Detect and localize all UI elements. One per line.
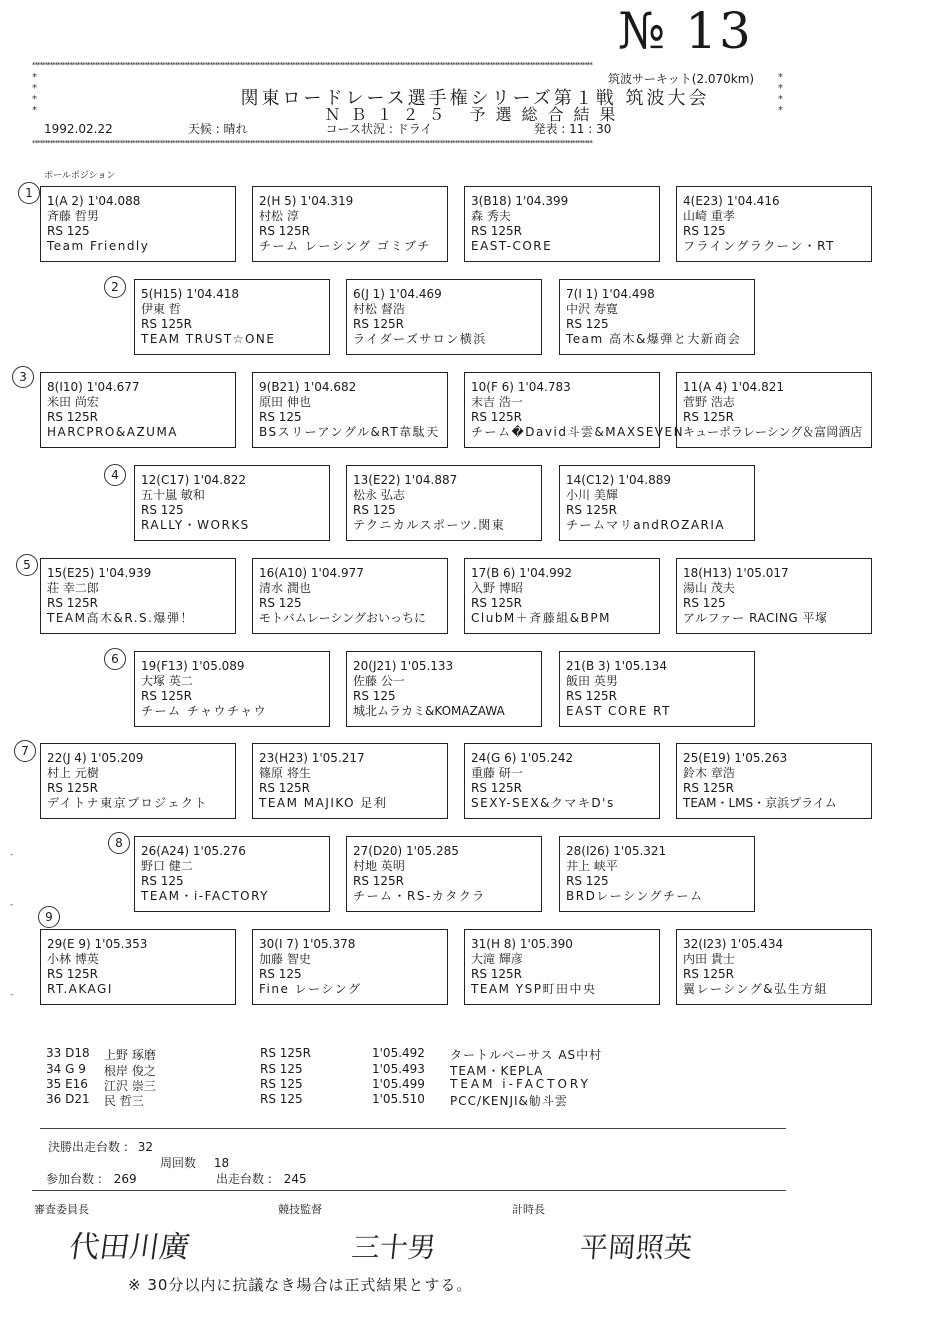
grid-entry-machine: RS 125R (683, 781, 735, 795)
list-machine: RS 125 (260, 1092, 303, 1106)
director-label: 競技監督 (278, 1203, 322, 1216)
grid-entry-team: TEAM・i-FACTORY (141, 889, 269, 903)
list-time: 1'05.510 (372, 1092, 425, 1106)
judge-signature: 代田川廣 (67, 1230, 192, 1265)
star-border-top: ******************************************************************************************************************************************************************************************************************************** (32, 61, 592, 69)
grid-entry-team: 翼レーシング&弘生方組 (683, 982, 829, 996)
grid-entry-head: 1(A 2) 1'04.088 (47, 194, 141, 208)
grid-entry (676, 186, 872, 262)
list-time: 1'05.492 (372, 1046, 425, 1060)
margin-mark: ‐ (10, 900, 14, 910)
venue-note: 筑波サーキット(2.070km) (608, 72, 755, 86)
grid-entry-team: RT.AKAGI (47, 982, 113, 996)
grid-entry-machine: RS 125R (471, 781, 523, 795)
grid-entry-head: 19(F13) 1'05.089 (141, 659, 245, 673)
grid-entry-machine: RS 125R (683, 410, 735, 424)
entries-value: 269 (113, 1172, 137, 1186)
grid-entry-team: チーム・RS-カタクラ (353, 889, 486, 903)
grid-entry-machine: RS 125R (471, 596, 523, 610)
list-time: 1'05.493 (372, 1062, 425, 1076)
grid-entry (676, 929, 872, 1005)
grid-entry-head: 21(B 3) 1'05.134 (566, 659, 668, 673)
grid-entry-head: 28(I26) 1'05.321 (566, 844, 667, 858)
grid-entry-head: 6(J 1) 1'04.469 (353, 287, 442, 301)
director-signature: 三十男 (350, 1231, 438, 1264)
grid-entry (134, 279, 330, 355)
star-border-bottom: ******************************************************************************************************************************************************************************************************************************** (32, 139, 592, 147)
grid-entry-team: チーム レーシング ゴミブチ (259, 239, 431, 253)
grid-entry (134, 651, 330, 727)
list-team: タートルベーサス AS中村 (450, 1048, 603, 1062)
grid-entry (346, 465, 542, 541)
list-team: TEAM・KEPLA (450, 1064, 544, 1078)
list-pos: 36 D21 (46, 1092, 90, 1106)
grid-entry-team: チームマリandROZARIA (566, 518, 726, 532)
grid-entry-team: RALLY・WORKS (141, 518, 250, 532)
grid-entry-rider: 湯山 茂夫 (683, 581, 735, 595)
grid-entry-rider: 村上 元樹 (47, 766, 99, 780)
page-subtitle: ＮＢ１２５ 予選総合結果 (324, 105, 626, 124)
star-border-right: * * * * (778, 72, 783, 116)
starters-count (216, 1170, 307, 1187)
grid-entry (252, 372, 448, 448)
grid-entry-head: 24(G 6) 1'05.242 (471, 751, 574, 765)
grid-entry-head: 11(A 4) 1'04.821 (683, 380, 785, 394)
grid-entry-machine: RS 125 (566, 874, 609, 888)
grid-entry-rider: 篠原 将生 (259, 766, 311, 780)
grid-entry-team: Team Friendly (47, 239, 150, 253)
grid-entry-machine: RS 125 (683, 596, 726, 610)
timekeeper-label: 計時長 (512, 1203, 545, 1216)
grid-entry-team: チーム チャウチャウ (141, 704, 268, 718)
grid-entry-machine: RS 125R (47, 596, 99, 610)
page-title: 関東ロードレース選手権シリーズ第１戦 筑波大会 (240, 88, 710, 109)
grid-entry-rider: 大塚 英二 (141, 674, 193, 688)
grid-row-number: 9 (38, 906, 60, 928)
grid-entry (252, 929, 448, 1005)
grid-entry-head: 13(E22) 1'04.887 (353, 473, 458, 487)
list-machine: RS 125R (260, 1046, 312, 1060)
grid-entry-rider: 飯田 英男 (566, 674, 618, 688)
grid-entry-head: 22(J 4) 1'05.209 (47, 751, 144, 765)
pole-position-label: ポールポジション (44, 171, 116, 181)
grid-entry-machine: RS 125R (471, 967, 523, 981)
grid-entry (252, 186, 448, 262)
grid-entry (346, 279, 542, 355)
grid-entry-rider: 村松 督浩 (353, 302, 405, 316)
grid-entry-machine: RS 125 (47, 224, 90, 238)
starters-label: 出走台数 : (216, 1172, 272, 1186)
grid-entry (252, 558, 448, 634)
grid-entry-team: ClubM＋斉藤組&BPM (471, 611, 611, 625)
list-pos: 34 G 9 (46, 1062, 86, 1076)
grid-entry-machine: RS 125R (47, 410, 99, 424)
info-line (44, 120, 611, 137)
grid-entry-rider: 荘 幸二郎 (47, 581, 99, 595)
grid-entry-team: Team 高木&爆弾と大新商会 (566, 332, 742, 346)
grid-entry (464, 558, 660, 634)
grid-entry-team: ライダーズサロン横浜 (353, 332, 487, 346)
grid-entry-head: 10(F 6) 1'04.783 (471, 380, 571, 394)
list-rider: 民 哲三 (104, 1094, 144, 1108)
grid-entry-head: 9(B21) 1'04.682 (259, 380, 357, 394)
grid-entry-machine: RS 125R (353, 874, 405, 888)
grid-entry-machine: RS 125R (259, 224, 311, 238)
grid-entry-team: BRDレーシングチーム (566, 889, 704, 903)
timekeeper-signature: 平岡照英 (578, 1231, 694, 1264)
grid-entry-head: 32(I23) 1'05.434 (683, 937, 784, 951)
grid-entry-rider: 松永 弘志 (353, 488, 405, 502)
grid-entry-rider: 鈴木 章浩 (683, 766, 735, 780)
grid-entry-head: 7(I 1) 1'04.498 (566, 287, 655, 301)
grid-entry-team: EAST CORE RT (566, 704, 671, 718)
grid-entry-rider: 森 秀夫 (471, 209, 511, 223)
grid-entry-machine: RS 125 (259, 410, 302, 424)
grid-entry-rider: 中沢 寿寛 (566, 302, 618, 316)
grid-entry (464, 186, 660, 262)
grid-entry (676, 743, 872, 819)
grid-entry-head: 31(H 8) 1'05.390 (471, 937, 573, 951)
grid-row-number: 5 (16, 554, 38, 576)
grid-row-number: 4 (104, 464, 126, 486)
grid-entry-machine: RS 125R (259, 781, 311, 795)
grid-entry (464, 929, 660, 1005)
list-time: 1'05.499 (372, 1077, 425, 1091)
grid-entry (559, 836, 755, 912)
grid-entry (676, 558, 872, 634)
margin-mark: ‐ (10, 990, 14, 1000)
grid-entry-rider: 斉藤 哲男 (47, 209, 99, 223)
grid-entry-team: 城北ムラカミ&KOMAZAWA (353, 704, 505, 718)
document-number: № 13 (618, 2, 753, 60)
grid-entry-head: 2(H 5) 1'04.319 (259, 194, 354, 208)
grid-entry-team: TEAM・LMS・京浜プライム (683, 796, 837, 810)
grid-entry-machine: RS 125R (47, 781, 99, 795)
grid-row-number: 8 (108, 832, 130, 854)
grid-entry-team: モトバムレーシングおいっちに (259, 611, 426, 625)
grid-entry-machine: RS 125 (141, 874, 184, 888)
grid-entry (464, 743, 660, 819)
grid-entry-team: TEAM TRUST☆ONE (141, 332, 276, 346)
grid-entry-rider: 佐藤 公一 (353, 674, 405, 688)
laps-count (160, 1154, 229, 1171)
star-border-left: * * * * (32, 72, 37, 116)
grid-entry-head: 30(I 7) 1'05.378 (259, 937, 356, 951)
grid-entry-rider: 米田 尚宏 (47, 395, 99, 409)
grid-entry-machine: RS 125 (353, 689, 396, 703)
grid-entry-machine: RS 125 (141, 503, 184, 517)
grid-entry-machine: RS 125R (683, 967, 735, 981)
grid-entry-head: 17(B 6) 1'04.992 (471, 566, 573, 580)
grid-entry-team: アルファー RACING 平塚 (683, 611, 828, 625)
grid-row-number: 1 (18, 182, 40, 204)
grid-entry (40, 558, 236, 634)
grid-entry-machine: RS 125R (471, 224, 523, 238)
grid-entry (559, 651, 755, 727)
list-team: PCC/KENJI&觔斗雲 (450, 1094, 568, 1108)
grid-row-number: 7 (14, 740, 36, 762)
grid-entry-head: 25(E19) 1'05.263 (683, 751, 788, 765)
grid-entry-machine: RS 125R (566, 503, 618, 517)
grid-row-number: 3 (12, 366, 34, 388)
grid-entry (559, 279, 755, 355)
grid-entry-head: 5(H15) 1'04.418 (141, 287, 240, 301)
grid-entry-rider: 末吉 浩一 (471, 395, 523, 409)
grid-entry-machine: RS 125R (141, 317, 193, 331)
grid-entry-machine: RS 125R (566, 689, 618, 703)
grid-entry (464, 372, 685, 448)
grid-entry (559, 465, 755, 541)
grid-entry-team: キューポラレーシング＆富岡酒店 (683, 425, 863, 439)
list-rider: 江沢 崇三 (104, 1079, 156, 1093)
grid-entry-machine: RS 125R (353, 317, 405, 331)
grid-entry-team: フライングラクーン・RT (683, 239, 835, 253)
laps-value: 18 (213, 1156, 230, 1170)
grid-entry-rider: 入野 博昭 (471, 581, 523, 595)
list-rider: 上野 琢磨 (104, 1048, 156, 1062)
grid-entry-head: 20(J21) 1'05.133 (353, 659, 454, 673)
grid-entry-head: 29(E 9) 1'05.353 (47, 937, 148, 951)
entries-count (46, 1170, 137, 1187)
grid-entry-head: 16(A10) 1'04.977 (259, 566, 364, 580)
divider (40, 1128, 786, 1129)
grid-entry-rider: 小林 博英 (47, 952, 99, 966)
grid-entry-rider: 大滝 輝彦 (471, 952, 523, 966)
grid-entry-head: 14(C12) 1'04.889 (566, 473, 672, 487)
grid-entry-rider: 野口 健二 (141, 859, 193, 873)
grid-entry-rider: 菅野 浩志 (683, 395, 735, 409)
grid-entry-team: チーム�David斗雲&MAXSEVEN (471, 425, 685, 439)
grid-entry-machine: RS 125 (259, 596, 302, 610)
grid-entry-rider: 伊東 哲 (141, 302, 181, 316)
grid-entry-machine: RS 125 (259, 967, 302, 981)
laps-label: 周回数 (160, 1156, 197, 1170)
grid-entry-team: デイトナ東京プロジェクト (47, 796, 208, 810)
weather: 天候 : 晴れ (187, 122, 248, 136)
judge-label: 審査委員長 (34, 1203, 89, 1216)
grid-entry-team: テクニカルスポーツ.関東 (353, 518, 506, 532)
finals-count-label: 決勝出走台数 : (48, 1140, 128, 1154)
grid-entry-head: 26(A24) 1'05.276 (141, 844, 246, 858)
grid-entry-machine: RS 125 (566, 317, 609, 331)
grid-entry-rider: 内田 貴士 (683, 952, 735, 966)
grid-entry-head: 3(B18) 1'04.399 (471, 194, 569, 208)
grid-entry-head: 12(C17) 1'04.822 (141, 473, 247, 487)
grid-entry-head: 18(H13) 1'05.017 (683, 566, 789, 580)
grid-row-number: 2 (104, 276, 126, 298)
grid-entry-team: EAST-CORE (471, 239, 553, 253)
divider (32, 1190, 786, 1191)
grid-entry-team: Fine レーシング (259, 982, 362, 996)
course-condition: コース状況 : ドライ (325, 122, 433, 136)
margin-mark: ‐ (10, 850, 14, 860)
grid-entry-head: 15(E25) 1'04.939 (47, 566, 152, 580)
grid-entry-rider: 原田 伸也 (259, 395, 311, 409)
grid-entry-team: HARCPRO&AZUMA (47, 425, 179, 439)
finals-count (48, 1138, 153, 1155)
footer-note: ※ 30分以内に抗議なき場合は正式結果とする。 (128, 1276, 473, 1294)
grid-entry-rider: 山崎 重孝 (683, 209, 735, 223)
grid-entry-rider: 村地 英明 (353, 859, 405, 873)
grid-entry-rider: 井上 峡平 (566, 859, 618, 873)
grid-entry-head: 23(H23) 1'05.217 (259, 751, 365, 765)
grid-entry-machine: RS 125 (353, 503, 396, 517)
grid-entry-head: 8(I10) 1'04.677 (47, 380, 140, 394)
grid-entry-rider: 清水 潤也 (259, 581, 311, 595)
list-machine: RS 125 (260, 1077, 303, 1091)
grid-entry-machine: RS 125 (683, 224, 726, 238)
grid-entry-machine: RS 125R (47, 967, 99, 981)
grid-entry-rider: 村松 淳 (259, 209, 299, 223)
list-rider: 根岸 俊之 (104, 1064, 156, 1078)
grid-entry (134, 465, 330, 541)
grid-entry-machine: RS 125R (471, 410, 523, 424)
grid-entry (346, 836, 542, 912)
announce-time: 発表 : 11 : 30 (533, 122, 612, 136)
grid-entry (346, 651, 542, 727)
grid-entry-machine: RS 125R (141, 689, 193, 703)
grid-entry-team: SEXY-SEX&クマキD's (471, 796, 615, 810)
grid-entry-team: TEAM高木&R.S.爆弾！ (47, 611, 194, 625)
grid-entry-team: TEAM YSP町田中央 (471, 982, 597, 996)
grid-entry-team: TEAM MAJIKO 足利 (259, 796, 388, 810)
grid-entry (40, 743, 236, 819)
grid-row-number: 6 (104, 648, 126, 670)
grid-entry (40, 186, 236, 262)
grid-entry-rider: 加藤 智史 (259, 952, 311, 966)
list-pos: 35 E16 (46, 1077, 88, 1091)
entries-label: 参加台数 : (46, 1172, 102, 1186)
starters-value: 245 (283, 1172, 307, 1186)
grid-entry (676, 372, 872, 448)
grid-entry-rider: 五十嵐 敏和 (141, 488, 205, 502)
list-pos: 33 D18 (46, 1046, 90, 1060)
grid-entry-head: 27(D20) 1'05.285 (353, 844, 459, 858)
date: 1992.02.22 (44, 122, 113, 136)
finals-count-value: 32 (137, 1140, 153, 1154)
grid-entry-rider: 小川 美輝 (566, 488, 618, 502)
grid-entry (134, 836, 330, 912)
grid-entry-rider: 重藤 研一 (471, 766, 523, 780)
grid-entry (40, 372, 236, 448)
grid-entry (252, 743, 448, 819)
list-machine: RS 125 (260, 1062, 303, 1076)
grid-entry (40, 929, 236, 1005)
grid-entry-head: 4(E23) 1'04.416 (683, 194, 780, 208)
list-team: TEAM i-FACTORY (450, 1077, 591, 1091)
grid-entry-team: BSスリーアングル&RT韋駄天 (259, 425, 440, 439)
